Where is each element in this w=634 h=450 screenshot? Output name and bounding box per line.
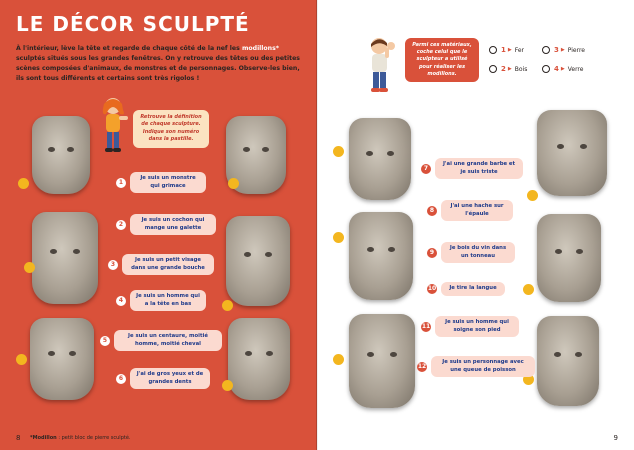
item-text: J'ai une grande barbe et je suis triste [435,158,523,179]
sculpture-photo [228,318,290,400]
page-title: LE DÉCOR SCULPTÉ [16,12,250,36]
radio-circle[interactable] [542,46,550,54]
sculpture-photo [349,118,411,200]
right-page [317,0,634,450]
material-option-verre[interactable]: 4 ▶ Verre [542,65,583,73]
item-number: 12 [417,363,427,370]
answer-dot[interactable] [16,354,27,365]
item-text: Je suis un petit visage dans une grande bouche [122,254,214,275]
instruction-bubble: Retrouve la définition de chaque sculpture. Indique son numéro dans la pastille. [133,110,209,148]
girl-character-illustration [96,94,130,156]
item-number: 2 [116,220,126,230]
radio-circle[interactable] [542,65,550,73]
sculpture-photo [349,314,415,408]
material-option-pierre[interactable]: 3 ▶ Pierre [542,46,585,54]
book-spine [316,0,318,450]
item-number: 9 [427,248,437,258]
definition-item [421,316,519,337]
item-number: 1 [116,178,126,188]
boy-character-illustration [363,34,401,96]
answer-dot[interactable] [18,178,29,189]
item-number: 5 [100,336,110,346]
sculpture-photo [349,212,413,300]
sculpture-photo [226,216,290,306]
answer-dot[interactable] [523,284,534,295]
radio-circle[interactable] [489,65,497,73]
sculpture-photo [537,316,599,406]
item-number: 6 [116,374,126,384]
footnote: *Modillon : petit bloc de pierre sculpté. [30,435,131,441]
item-text: J'ai de gros yeux et de grandes dents [130,368,210,389]
item-text: Je suis un homme qui a la tête en bas [130,290,206,311]
answer-dot[interactable] [222,300,233,311]
sculpture-photo [30,318,94,400]
intro-text: À l'intérieur, lève la tête et regarde de chaque côté de la nef les modillons* sculptés situés sous les grandes fenêtres. On y retrouve des têtes ou des petites scènes composées d'animaux, de monstres et de personnages. Observe-les bien, ils sont tous différents et certains sont très rigolos ! [16,45,300,82]
definition-item [417,356,535,377]
definition-item [427,282,505,296]
item-text: J'ai une hache sur l'épaule [441,200,513,221]
answer-dot[interactable] [228,178,239,189]
item-text: Je suis un centaure, moitié homme, moitié cheval [114,330,222,351]
answer-dot[interactable] [24,262,35,273]
definition-item [427,200,513,221]
item-text: Je suis un personnage avec une queue de poisson [431,356,535,377]
item-text: Je tire la langue [441,282,505,296]
definition-item [116,214,216,235]
arrow-right-icon: ▶ [507,66,512,72]
item-number: 3 [108,260,118,270]
sculpture-photo [537,214,601,302]
sculpture-photo [32,212,98,304]
modillons-term: modillons* [241,45,280,52]
radio-circle[interactable] [489,46,497,54]
answer-dot[interactable] [333,354,344,365]
material-option-fer[interactable]: 1 ▶ Fer [489,46,524,54]
item-text: Je bois du vin dans un tonneau [441,242,515,263]
arrow-right-icon: ▶ [507,47,512,53]
item-number: 7 [421,164,431,174]
definition-item [100,330,222,351]
definition-item [116,172,206,193]
answer-dot[interactable] [222,380,233,391]
answer-dot[interactable] [527,190,538,201]
definition-item [427,242,515,263]
page-number: 8 [16,434,21,442]
item-text: Je suis un monstre qui grimace [130,172,206,193]
item-number: 8 [427,206,437,216]
instruction-bubble: Parmi ces matériaux, coche celui que le sculpteur a utilisé pour réaliser les modillons. [405,38,479,82]
page-number: 9 [613,434,618,442]
sculpture-photo [537,110,607,196]
item-text: Je suis un cochon qui mange une galette [130,214,216,235]
item-number: 10 [427,285,437,293]
arrow-right-icon: ▶ [560,47,565,53]
sculpture-photo [32,116,90,194]
item-number: 4 [116,296,126,306]
definition-item [116,290,206,311]
item-text: Je suis un homme qui soigne son pied [435,316,519,337]
answer-dot[interactable] [333,232,344,243]
item-number: 11 [421,323,431,330]
answer-dot[interactable] [333,146,344,157]
definition-item [116,368,210,389]
definition-item [421,158,523,179]
material-option-bois[interactable]: 2 ▶ Bois [489,65,527,73]
definition-item [108,254,214,275]
arrow-right-icon: ▶ [560,66,565,72]
